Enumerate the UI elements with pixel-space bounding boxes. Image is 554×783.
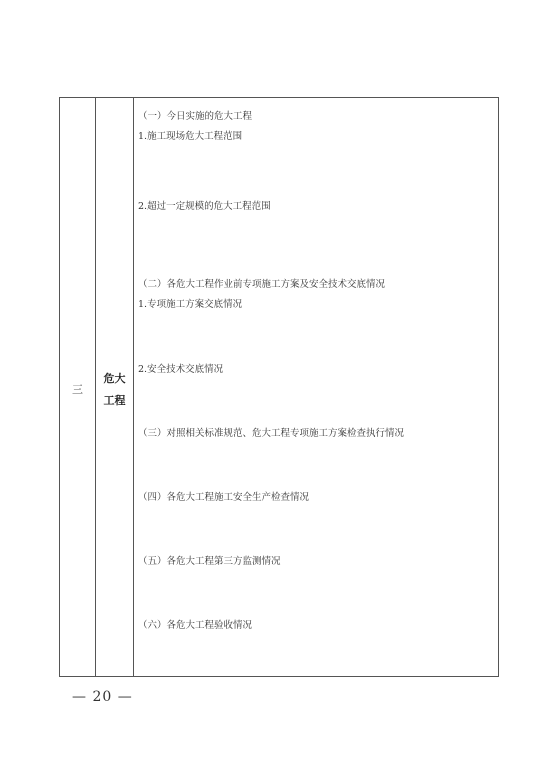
sub-item: 1.专项施工方案交底情况: [138, 299, 243, 310]
inspection-table: [59, 97, 499, 677]
section-heading: （一）今日实施的危大工程: [138, 111, 253, 122]
section-heading: （五）各危大工程第三方监测情况: [138, 556, 281, 567]
section-heading: （二）各危大工程作业前专项施工方案及安全技术交底情况: [138, 279, 386, 290]
sub-item: 2.超过一定规模的危大工程范围: [138, 201, 271, 212]
column-divider: [133, 98, 134, 676]
page-number: — 20 —: [72, 689, 133, 705]
section-heading: （三）对照相关标准规范、危大工程专项施工方案检查执行情况: [138, 428, 405, 439]
section-heading: （六）各危大工程验收情况: [138, 620, 253, 631]
row-number: 三: [72, 383, 83, 396]
row-category: [96, 368, 133, 412]
category-line: 工程: [103, 394, 126, 407]
sub-item: 2.安全技术交底情况: [138, 364, 224, 375]
section-heading: （四）各危大工程施工安全生产检查情况: [138, 492, 310, 503]
sub-item: 1.施工现场危大工程范围: [138, 131, 243, 142]
category-line: 危大: [103, 372, 126, 385]
